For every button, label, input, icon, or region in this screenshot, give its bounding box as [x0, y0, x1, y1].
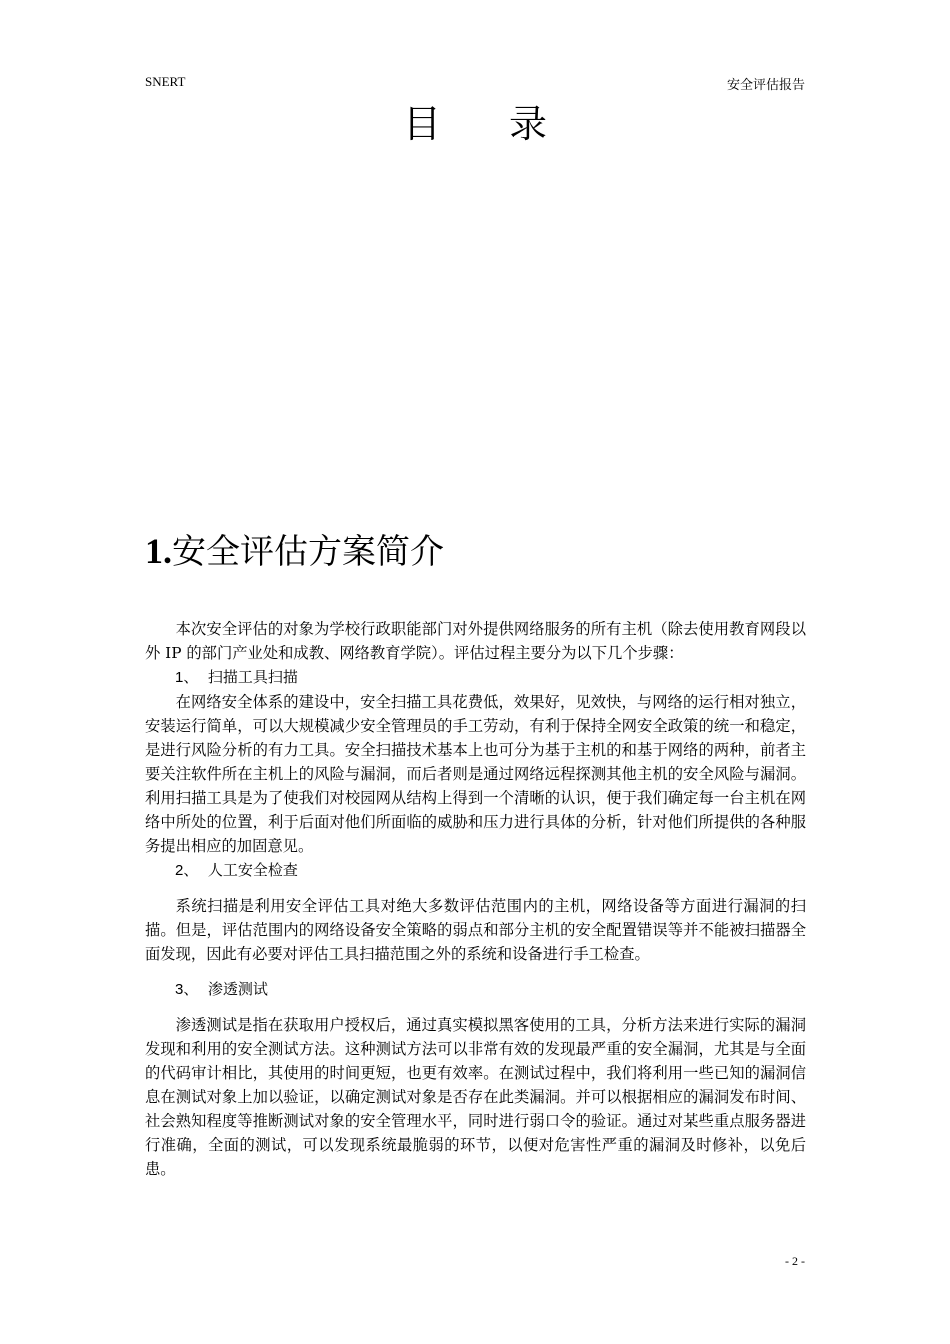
step-heading-1: [145, 665, 806, 690]
step-body-1: 在网络安全体系的建设中，安全扫描工具花费低，效果好，见效快，与网络的运行相对独立，安装运行简单，可以大规模减少安全管理员的手工劳动，有利于保持全网安全政策的统一和稳定，是进行风险分析的有力工具。安全扫描技术基本上也可分为基于主机的和基于网络的两种，前者主要关注软件所在主机上的风险与漏洞，而后者则是通过网络远程探测其他主机的安全风险与漏洞。利用扫描工具是为了使我们对校园网从结构上得到一个清晰的认识，便于我们确定每一台主机在网络中所处的位置，利于后面对他们所面临的威胁和压力进行具体的分析，针对他们所提供的各种服务提出相应的加固意见。: [145, 693, 806, 855]
section-heading: [145, 528, 444, 575]
intro-paragraph: 本次安全评估的对象为学校行政职能部门对外提供网络服务的所有主机（除去使用教育网段以外 IP 的部门产业处和成教、网络教育学院）。评估过程主要分为以下几个步骤：: [145, 620, 806, 662]
section-number: 1.: [145, 531, 172, 571]
step-heading-2: [145, 858, 806, 883]
page-number: - 2 -: [785, 1254, 805, 1268]
step-number: 3、: [175, 981, 199, 998]
header-left-text: SNERT: [145, 74, 186, 89]
toc-title: 目 录: [402, 102, 576, 146]
step-title: 扫描工具扫描: [207, 668, 298, 686]
step-heading-3: [145, 977, 806, 1002]
step-title: 人工安全检查: [207, 861, 298, 879]
header-right-text: 安全评估报告: [726, 78, 805, 93]
section-content: [145, 617, 806, 1181]
step-body-2: 系统扫描是利用安全评估工具对绝大多数评估范围内的主机，网络设备等方面进行漏洞的扫描。但是，评估范围内的网络设备安全策略的弱点和部分主机的安全配置错误等并不能被扫描器全面发现，因此有必要对评估工具扫描范围之外的系统和设备进行手工检查。: [145, 897, 806, 963]
step-body-3: 渗透测试是指在获取用户授权后，通过真实模拟黑客使用的工具，分析方法来进行实际的漏洞发现和利用的安全测试方法。这种测试方法可以非常有效的发现最严重的安全漏洞，尤其是与全面的代码审计相比，其使用的时间更短，也更有效率。在测试过程中，我们将利用一些已知的漏洞信息在测试对象上加以验证，以确定测试对象是否存在此类漏洞。并可以根据相应的漏洞发布时间、社会熟知程度等推断测试对象的安全管理水平，同时进行弱口令的验证。通过对某些重点服务器进行准确，全面的测试，可以发现系统最脆弱的环节，以便对危害性严重的漏洞及时修补，以免后患。: [145, 1016, 806, 1178]
step-number: 2、: [175, 862, 199, 879]
header-divider: [145, 94, 805, 95]
step-title: 渗透测试: [207, 980, 268, 998]
step-number: 1、: [175, 669, 199, 686]
section-title: 安全评估方案简介: [172, 532, 444, 572]
